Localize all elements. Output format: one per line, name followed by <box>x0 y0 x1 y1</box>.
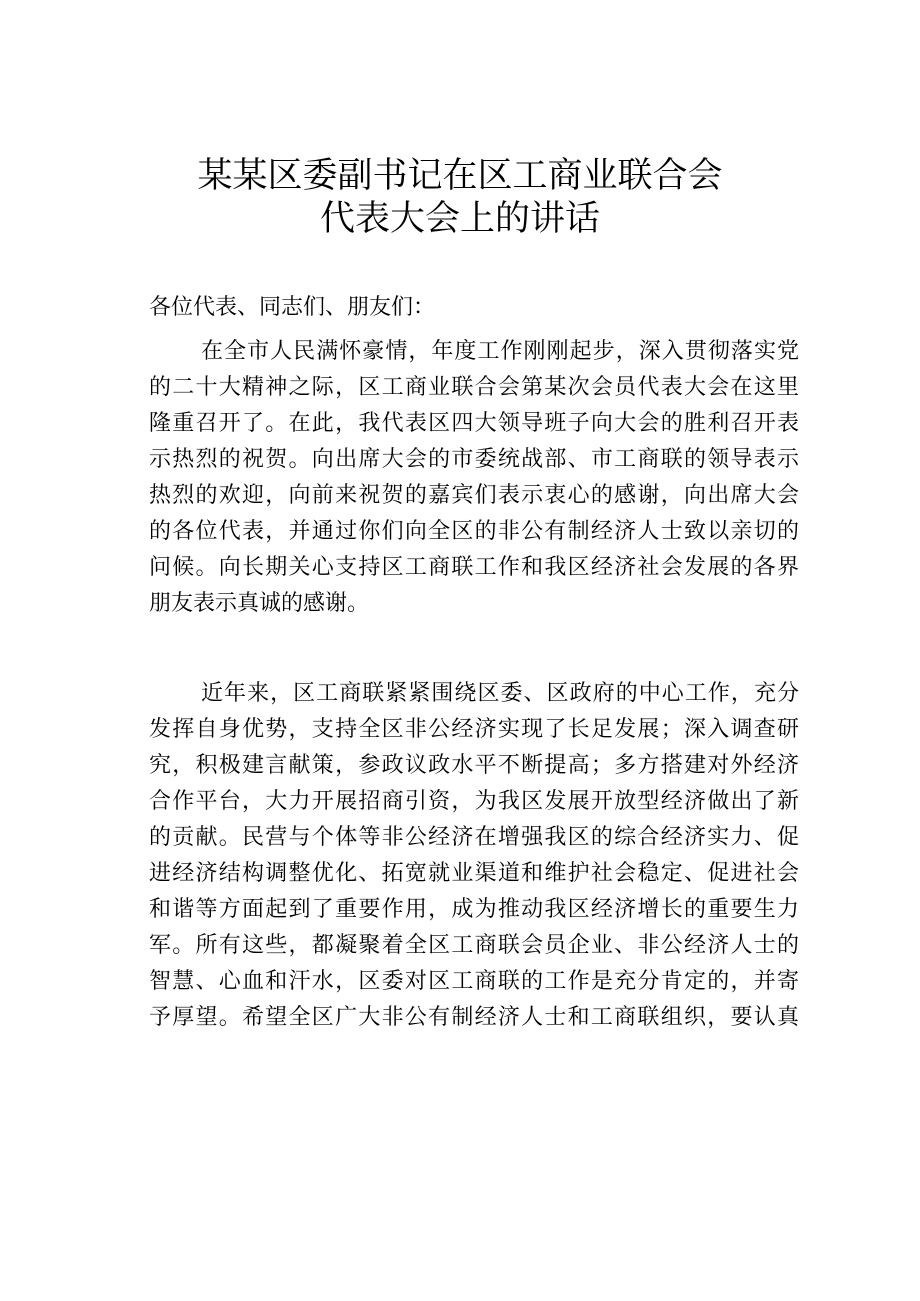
paragraph-line: 隆重召开了。在此，我代表区四大领导班子向大会的胜利召开表 <box>149 411 799 436</box>
paragraph-line: 和谐等方面起到了重要作用，成为推动我区经济增长的重要生力 <box>149 897 799 922</box>
paragraph-line: 进经济结构调整优化、拓宽就业渠道和维护社会稳定、促进社会 <box>149 861 799 886</box>
paragraph-line: 的各位代表，并通过你们向全区的非公有制经济人士致以亲切的 <box>149 519 799 544</box>
document-title-line-2: 代表大会上的讲话 <box>319 199 600 239</box>
paragraph-line: 发挥自身优势，支持全区非公经济实现了长足发展；深入调查研 <box>149 717 799 742</box>
salutation: 各位代表、同志们、朋友们： <box>149 295 436 320</box>
paragraph-line: 智慧、心血和汗水，区委对区工商联的工作是充分肯定的，并寄 <box>149 969 799 994</box>
paragraph-line: 朋友表示真诚的感谢。 <box>149 591 370 616</box>
paragraph-line: 问候。向长期关心支持区工商联工作和我区经济社会发展的各界 <box>149 555 799 580</box>
paragraph-line: 的贡献。民营与个体等非公经济在增强我区的综合经济实力、促 <box>149 825 799 850</box>
paragraph-line: 的二十大精神之际，区工商业联合会第某次会员代表大会在这里 <box>149 375 799 400</box>
paragraph-1 <box>149 334 799 622</box>
document-title-line-1: 某某区委副书记在区工商业联合会 <box>197 156 723 196</box>
paragraph-line: 示热烈的祝贺。向出席大会的市委统战部、市工商联的领导表示 <box>149 447 799 472</box>
paragraph-line: 合作平台，大力开展招商引资，为我区发展开放型经济做出了新 <box>149 789 799 814</box>
paragraph-line: 热烈的欢迎，向前来祝贺的嘉宾们表示衷心的感谢，向出席大会 <box>149 483 799 508</box>
paragraph-line: 究，积极建言献策，参政议政水平不断提高；多方搭建对外经济 <box>149 753 799 778</box>
paragraph-2 <box>149 676 799 1036</box>
paragraph-line: 在全市人民满怀豪情，年度工作刚刚起步，深入贯彻落实党 <box>201 339 799 364</box>
paragraph-line: 予厚望。希望全区广大非公有制经济人士和工商联组织，要认真 <box>149 1005 799 1030</box>
paragraph-line: 近年来，区工商联紧紧围绕区委、区政府的中心工作，充分 <box>201 681 799 706</box>
paragraph-line: 军。所有这些，都凝聚着全区工商联会员企业、非公经济人士的 <box>149 933 799 958</box>
